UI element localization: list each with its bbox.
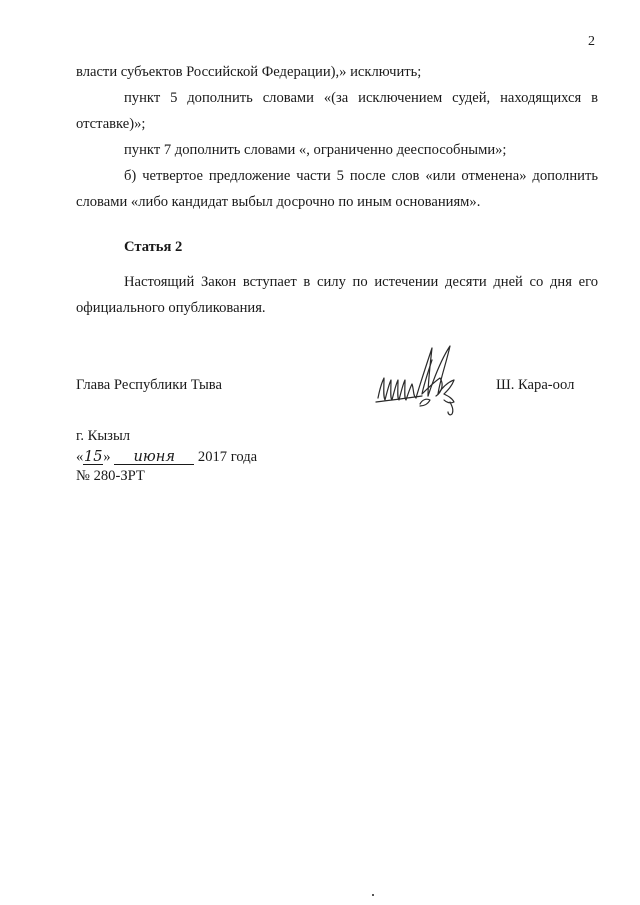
- date-day: 15: [84, 448, 103, 465]
- signer-position: Глава Республики Тыва: [76, 377, 222, 393]
- article-text: Настоящий Закон вступает в силу по истечении десяти дней со дня его официального опубликования.: [76, 274, 598, 316]
- date-month: июня: [114, 450, 194, 465]
- handwritten-signature: [372, 338, 472, 420]
- law-number: № 280-ЗРТ: [76, 468, 145, 484]
- paragraph-1: власти субъектов Российской Федерации),» исключить;: [76, 64, 422, 80]
- paragraph-2: пункт 5 дополнить словами «(за исключением судей, находящихся в отставке)»;: [76, 90, 598, 132]
- paragraph-4: б) четвертое предложение части 5 после слов «или отменена» дополнить словами «либо кандидат выбыл досрочно по иным основаниям».: [76, 168, 598, 210]
- signer-name: Ш. Кара-оол: [496, 377, 575, 393]
- date-line: «15» июня 2017 года: [76, 448, 258, 465]
- article-heading: Статья 2: [124, 239, 183, 255]
- city: г. Кызыл: [76, 428, 131, 444]
- paragraph-3: пункт 7 дополнить словами «, ограниченно дееспособными»;: [124, 142, 507, 158]
- date-year: 2017 года: [197, 449, 258, 465]
- scan-dot: [372, 894, 374, 896]
- page-number: 2: [588, 34, 595, 49]
